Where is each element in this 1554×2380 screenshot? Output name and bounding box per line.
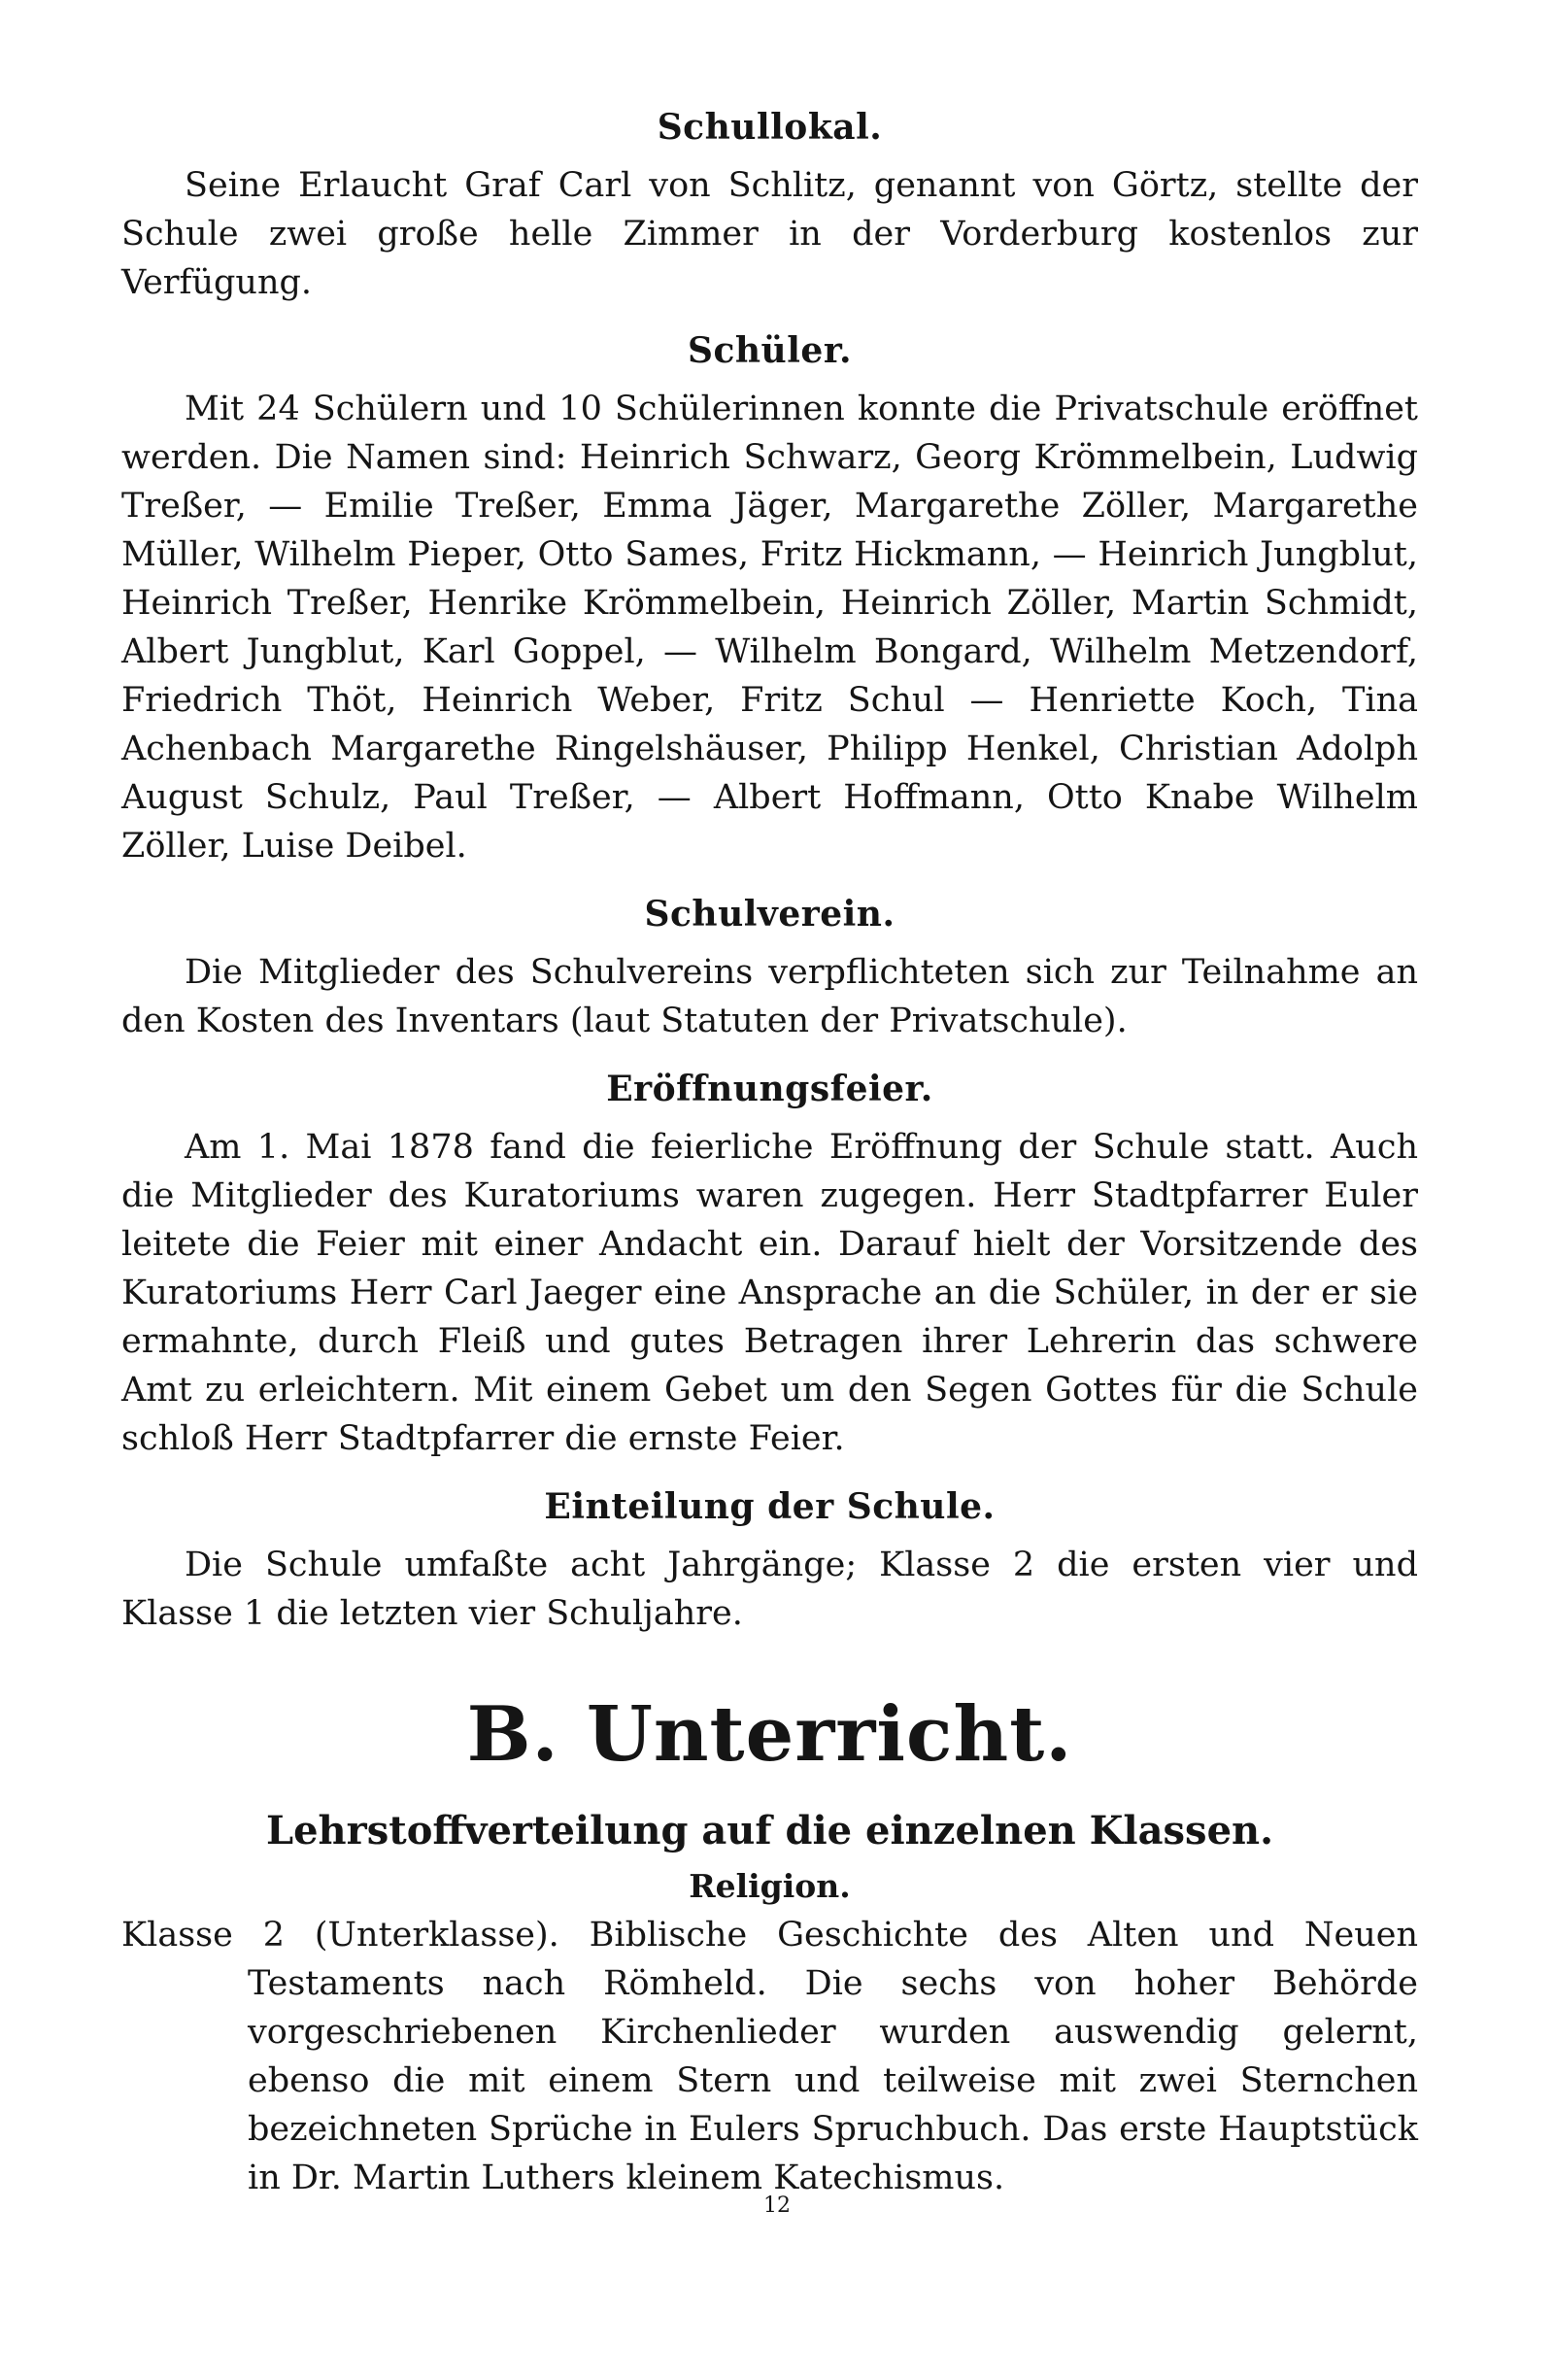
heading-schullokal: Schullokal.	[657, 107, 883, 148]
part-b-title: B. Unterricht.	[466, 1690, 1073, 1779]
paragraph-religion: Klasse 2 (Unterklasse). Biblische Geschichte des Alten und Neuen Testaments nach Römheld. Die sechs von hoher Behörde vorgeschriebenen Kirchenlieder wurden auswendig gelernt, ebenso die mit einem Stern und teilweise mit zwei Sternchen bezeichneten Sprüche in Eulers Spruchbuch. Das erste Hauptstück in Dr. Martin Luthers kleinem Katechismus.	[121, 1916, 1418, 2197]
part-b-subtitle: Lehrstoffverteilung auf die einzelnen Klassen.	[265, 1808, 1274, 1853]
heading-schulverein: Schulverein.	[644, 894, 895, 935]
paragraph-schullokal: Seine Erlaucht Graf Carl von Schlitz, genannt von Görtz, stellte der Schule zwei große helle Zimmer in der Vorderburg kostenlos zur Verfügung.	[121, 166, 1418, 302]
heading-eroeffnungsfeier: Eröffnungsfeier.	[606, 1069, 933, 1109]
heading-einteilung: Einteilung der Schule.	[544, 1486, 996, 1527]
heading-schueler: Schüler.	[687, 330, 853, 371]
paragraph-schueler: Mit 24 Schülern und 10 Schülerinnen konnte die Privatschule eröffnet werden. Die Namen sind: Heinrich Schwarz, Georg Krömmelbein, Ludwig Treßer, — Emilie Treßer, Emma Jäger, Margarethe Zöller, Margarethe Müller, Wilhelm Pieper, Otto Sames, Fritz Hickmann, — Heinrich Jungblut, Heinrich Treßer, Henrike Krömmelbein, Heinrich Zöller, Martin Schmidt, Albert Jungblut, Karl Goppel, — Wilhelm Bongard, Wilhelm Metzendorf, Friedrich Thöt, Heinrich Weber, Fritz Schul — Henriette Koch, Tina Achenbach Margarethe Ringelshäuser, Philipp Henkel, Christian Adolph August Schulz, Paul Treßer, — Albert Hoffmann, Otto Knabe Wilhelm Zöller, Luise Deibel.	[121, 390, 1418, 866]
paragraph-eroeffnungsfeier: Am 1. Mai 1878 fand die feierliche Eröffnung der Schule statt. Auch die Mitglieder des Kuratoriums waren zugegen. Herr Stadtpfarrer Euler leitete die Feier mit einer Andacht ein. Darauf hielt der Vorsitzende des Kuratoriums Herr Carl Jaeger eine Ansprache an die Schüler, in der er sie ermahnte, durch Fleiß und gutes Betragen ihrer Lehrerin das schwere Amt zu erleichtern. Mit einem Gebet um den Segen Gottes für die Schule schloß Herr Stadtpfarrer die ernste Feier.	[121, 1128, 1418, 1458]
paragraph-einteilung: Die Schule umfaßte acht Jahrgänge; Klasse 2 die ersten vier und Klasse 1 die letzten vier Schuljahre.	[121, 1546, 1418, 1633]
page-number: 12	[763, 2193, 791, 2218]
paragraph-schulverein: Die Mitglieder des Schulvereins verpflichteten sich zur Teilnahme an den Kosten des Inventars (laut Statuten der Privatschule).	[121, 953, 1418, 1040]
document-page	[121, 107, 1418, 2202]
heading-religion: Religion.	[689, 1867, 851, 1905]
